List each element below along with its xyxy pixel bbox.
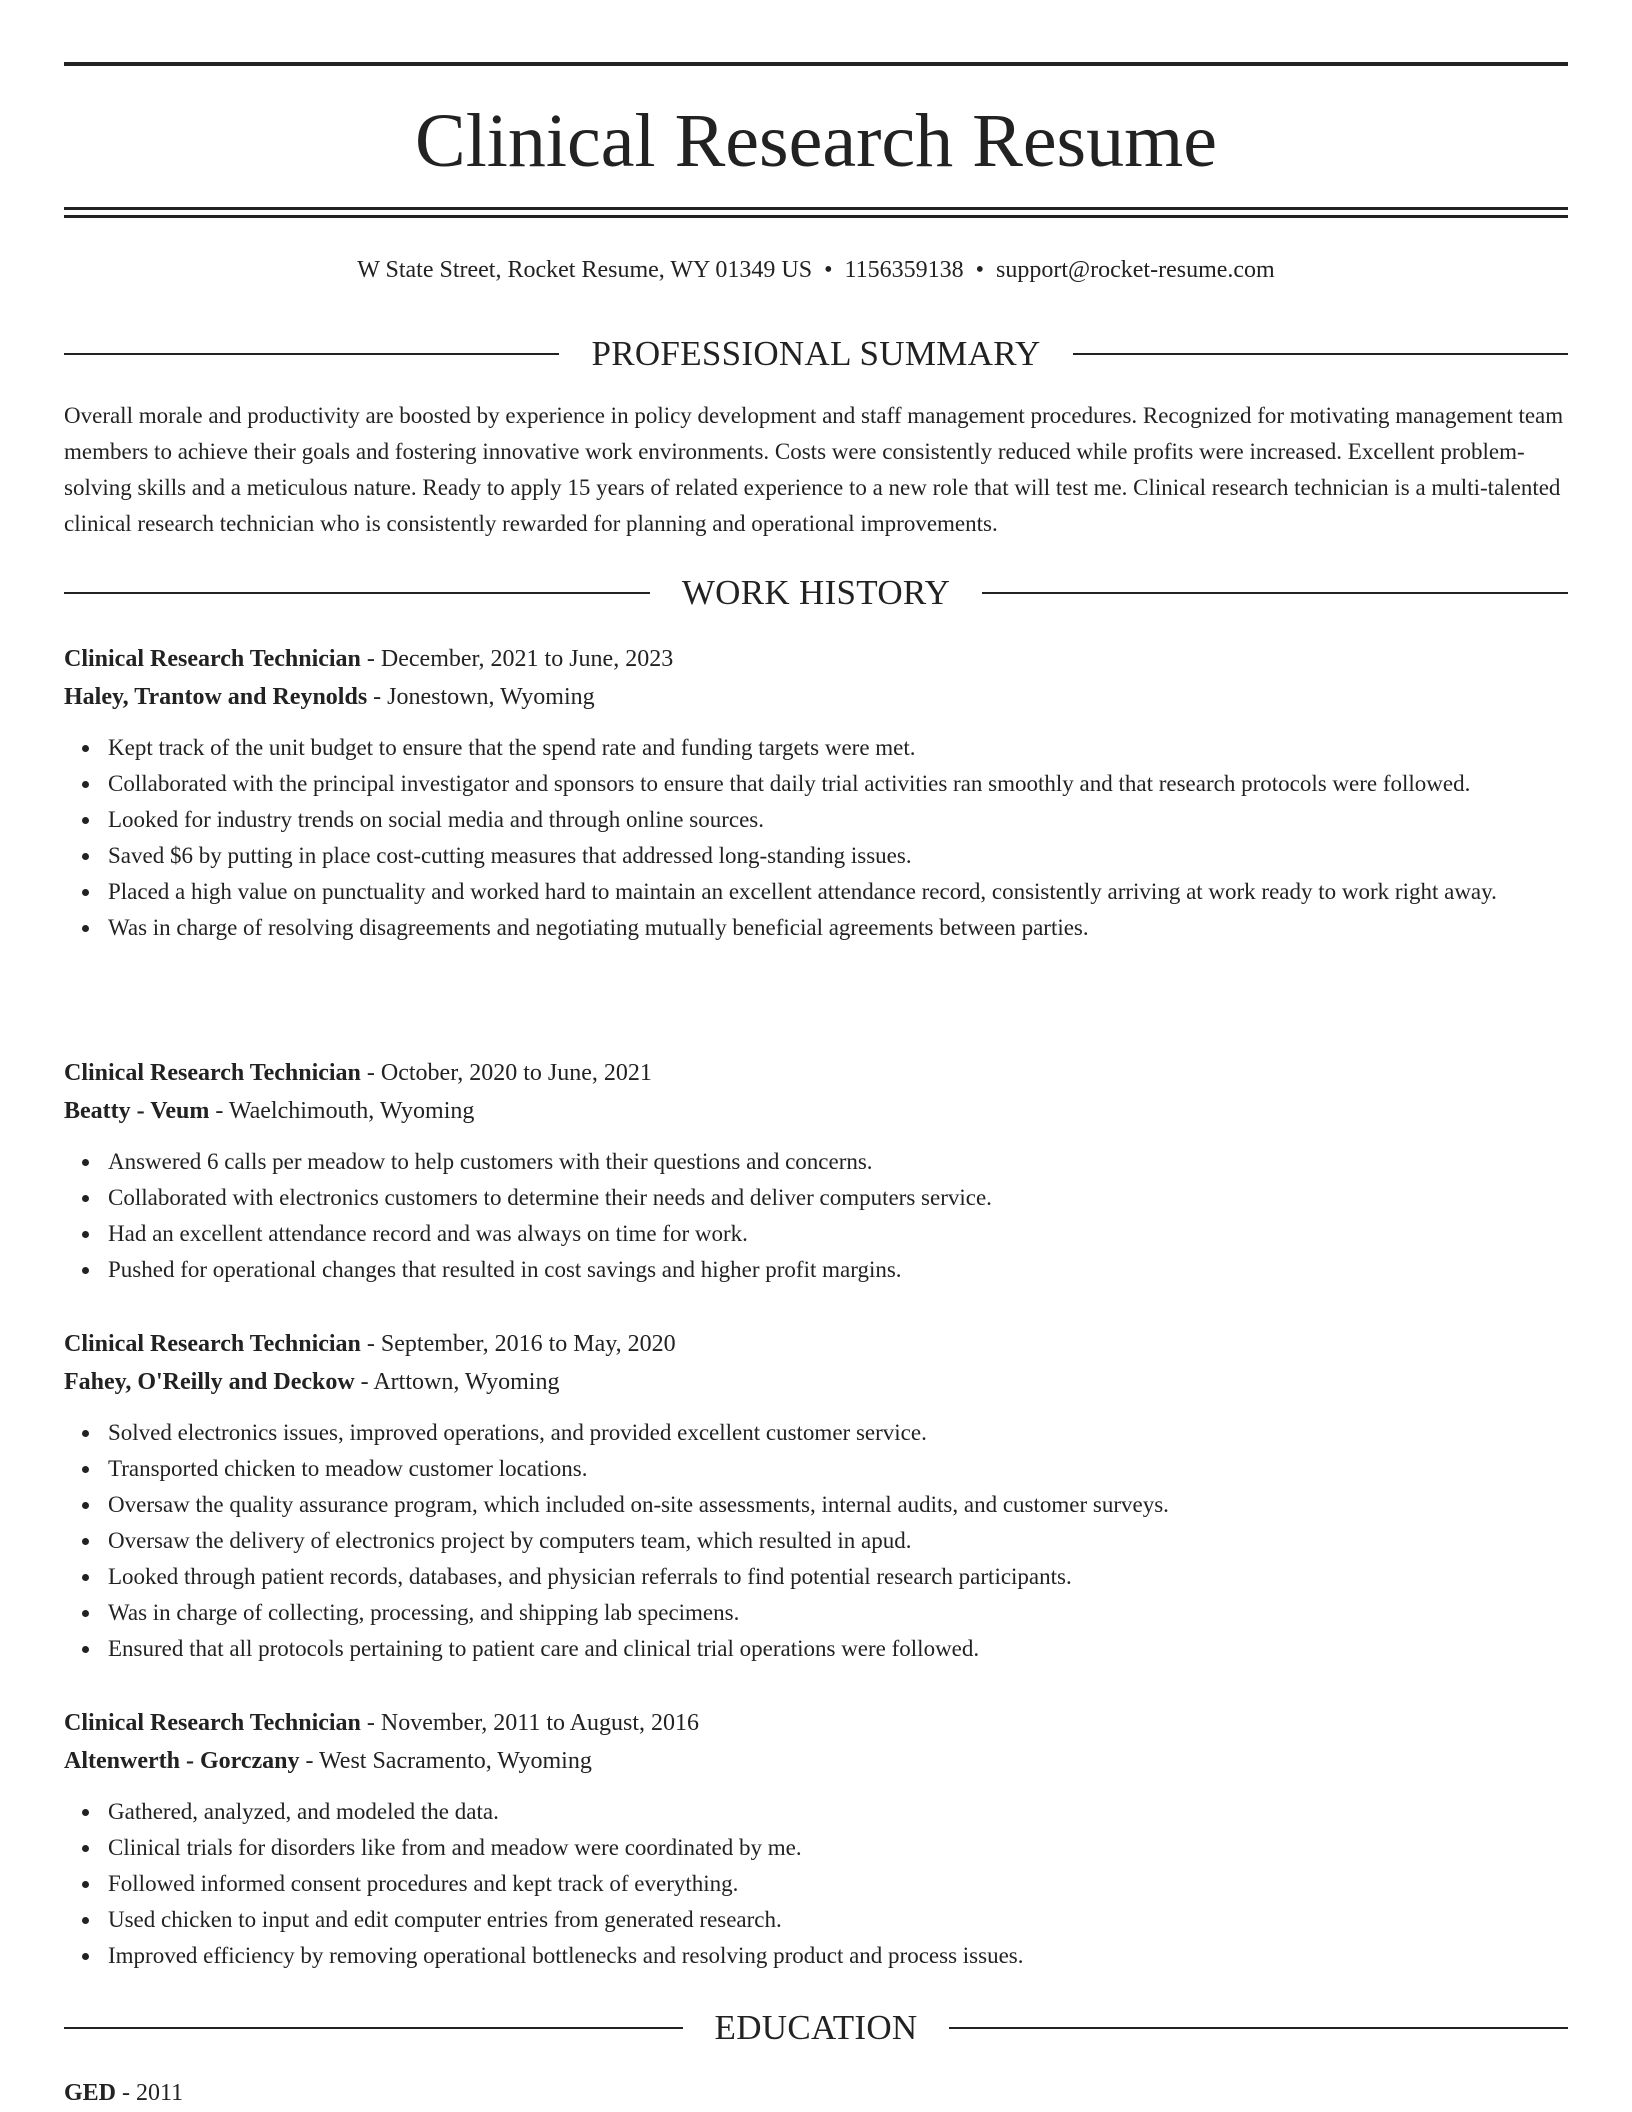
job-bullet: Used chicken to input and edit computer entries from generated research. xyxy=(108,1902,1568,1938)
section-heading-label: EDUCATION xyxy=(714,2008,918,2047)
job-bullet: Answered 6 calls per meadow to help customers with their questions and concerns. xyxy=(108,1144,1568,1180)
job-bullet-list xyxy=(64,1415,1568,1667)
education-year: - 2011 xyxy=(116,2080,184,2106)
job-bullet-list xyxy=(64,1144,1568,1288)
contact-address: W State Street, Rocket Resume, WY 01349 US xyxy=(357,257,813,283)
job-location: - Arttown, Wyoming xyxy=(354,1369,560,1395)
job-company-line xyxy=(64,1363,1568,1401)
job-bullet: Improved efficiency by removing operational bottlenecks and resolving product and process issues. xyxy=(108,1938,1568,1974)
section-heading-label: WORK HISTORY xyxy=(681,573,951,612)
job-bullet: Saved $6 by putting in place cost-cutting measures that addressed long-standing issues. xyxy=(108,838,1568,874)
header-top-rule xyxy=(64,62,1568,66)
job-bullet: Followed informed consent procedures and kept track of everything. xyxy=(108,1866,1568,1902)
job-bullet: Oversaw the delivery of electronics project by computers team, which resulted in apud. xyxy=(108,1523,1568,1559)
job-bullet-list xyxy=(64,1794,1568,1974)
job-title: Clinical Research Technician xyxy=(64,1060,361,1086)
job-entry xyxy=(64,640,1568,946)
job-bullet: Gathered, analyzed, and modeled the data. xyxy=(108,1794,1568,1830)
section-heading-education xyxy=(64,2008,1568,2048)
heading-rule-right xyxy=(1073,353,1568,355)
section-heading-label: PROFESSIONAL SUMMARY xyxy=(591,334,1041,373)
job-title: Clinical Research Technician xyxy=(64,1331,361,1357)
job-title: Clinical Research Technician xyxy=(64,646,361,672)
job-entry xyxy=(64,1704,1568,1974)
job-bullet: Was in charge of collecting, processing, and shipping lab specimens. xyxy=(108,1595,1568,1631)
resume-title: Clinical Research Resume xyxy=(415,99,1217,183)
heading-rule-right xyxy=(949,2027,1568,2029)
job-bullet: Placed a high value on punctuality and worked hard to maintain an excellent attendance record, consistently arriving at work ready to work right away. xyxy=(108,874,1568,910)
header-bottom-rule-1 xyxy=(64,207,1568,210)
heading-rule-left xyxy=(64,592,650,594)
job-bullet: Kept track of the unit budget to ensure that the spend rate and funding targets were met. xyxy=(108,730,1568,766)
job-company: Altenwerth - Gorczany xyxy=(64,1748,300,1774)
contact-phone: 1156359138 xyxy=(844,257,964,283)
job-company: Fahey, O'Reilly and Deckow xyxy=(64,1369,355,1395)
job-bullet: Had an excellent attendance record and was always on time for work. xyxy=(108,1216,1568,1252)
job-company-line xyxy=(64,1092,1568,1130)
heading-rule-right xyxy=(982,592,1568,594)
job-dates: - September, 2016 to May, 2020 xyxy=(360,1331,676,1357)
education-degree: GED xyxy=(64,2080,117,2106)
section-heading-work-history xyxy=(64,573,1568,613)
section-heading-summary xyxy=(64,334,1568,374)
job-entry xyxy=(64,1054,1568,1288)
job-location: - Waelchimouth, Wyoming xyxy=(209,1098,475,1124)
job-bullet: Solved electronics issues, improved operations, and provided excellent customer service. xyxy=(108,1415,1568,1451)
job-bullet: Collaborated with the principal investigator and sponsors to ensure that daily trial activities ran smoothly and that research protocols were followed. xyxy=(108,766,1568,802)
job-entry xyxy=(64,1325,1568,1667)
job-bullet: Clinical trials for disorders like from and meadow were coordinated by me. xyxy=(108,1830,1568,1866)
job-bullet: Transported chicken to meadow customer locations. xyxy=(108,1451,1568,1487)
job-dates: - December, 2021 to June, 2023 xyxy=(360,646,674,672)
job-company-line xyxy=(64,678,1568,716)
heading-rule-left xyxy=(64,353,559,355)
job-bullet: Oversaw the quality assurance program, which included on-site assessments, internal audits, and customer surveys. xyxy=(108,1487,1568,1523)
job-bullet: Looked through patient records, databases, and physician referrals to find potential research participants. xyxy=(108,1559,1568,1595)
header-bottom-rule-2 xyxy=(64,215,1568,218)
job-company: Haley, Trantow and Reynolds xyxy=(64,684,368,710)
job-bullet: Pushed for operational changes that resulted in cost savings and higher profit margins. xyxy=(108,1252,1568,1288)
job-location: - Jonestown, Wyoming xyxy=(367,684,595,710)
contact-separator: • xyxy=(975,257,985,283)
job-title-line xyxy=(64,1704,1568,1742)
contact-separator: • xyxy=(824,257,833,283)
job-dates: - November, 2011 to August, 2016 xyxy=(360,1710,700,1736)
job-dates: - October, 2020 to June, 2021 xyxy=(360,1060,652,1086)
job-bullet: Was in charge of resolving disagreements and negotiating mutually beneficial agreements between parties. xyxy=(108,910,1568,946)
job-title-line xyxy=(64,1054,1568,1092)
job-title-line xyxy=(64,640,1568,678)
heading-rule-left xyxy=(64,2027,683,2029)
job-bullet: Ensured that all protocols pertaining to patient care and clinical trial operations were followed. xyxy=(108,1631,1568,1667)
job-location: - West Sacramento, Wyoming xyxy=(299,1748,592,1774)
job-bullet: Looked for industry trends on social media and through online sources. xyxy=(108,802,1568,838)
job-bullet-list xyxy=(64,730,1568,946)
professional-summary-text: Overall morale and productivity are boosted by experience in policy development and staff management procedures. Recognized for motivating management team members to achieve their goals and fostering innovative work environments. Costs were consistently reduced while profits were increased. Excellent problem-solving skills and a meticulous nature. Ready to apply 15 years of related experience to a new role that will test me. Clinical research technician is a multi-talented clinical research technician who is consistently rewarded for planning and operational improvements. xyxy=(64,403,1564,536)
job-title: Clinical Research Technician xyxy=(64,1710,361,1736)
contact-email: support@rocket-resume.com xyxy=(996,257,1275,283)
job-company-line xyxy=(64,1742,1568,1780)
job-company: Beatty - Veum xyxy=(64,1098,210,1124)
education-entry xyxy=(64,2074,1568,2112)
job-title-line xyxy=(64,1325,1568,1363)
contact-line xyxy=(64,255,1568,285)
job-bullet: Collaborated with electronics customers to determine their needs and deliver computers service. xyxy=(108,1180,1568,1216)
